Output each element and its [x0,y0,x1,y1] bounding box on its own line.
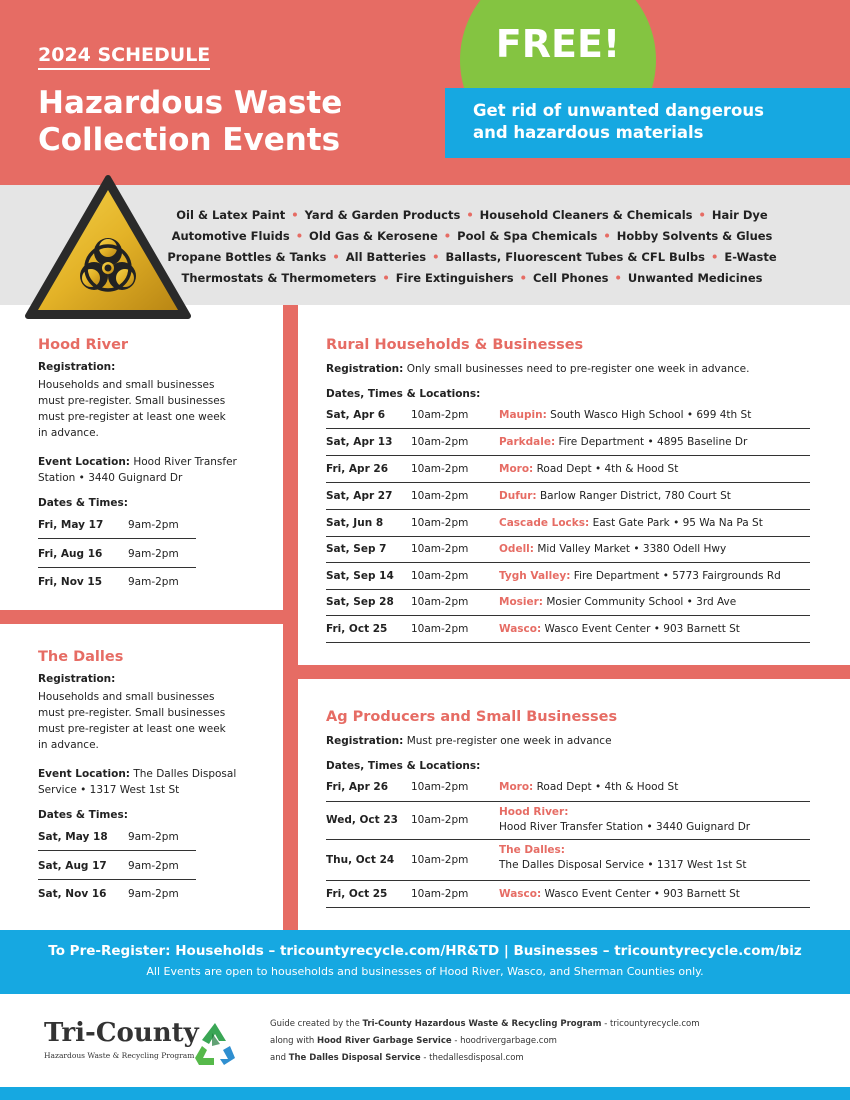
event-time: 9am-2pm [128,860,179,872]
material-item: Automotive Fluids [171,229,290,243]
event-location [499,570,810,582]
event-date: Fri, Oct 25 [326,622,388,635]
the-dalles-registration-text [38,689,278,753]
free-label: FREE! [495,22,621,66]
event-place: Mosier Community School • 3rd Ave [546,596,737,608]
credit-link[interactable]: - hoodrivergarbage.com [451,1036,557,1046]
event-place: Wasco Event Center • 903 Barnett St [544,622,740,635]
event-time: 10am-2pm [411,516,469,529]
bullet-separator: • [466,208,474,222]
text-line: in advance. [38,739,99,751]
location-text: Station • 3440 Guignard Dr [38,472,183,484]
bullet-separator: • [711,250,719,264]
location-text: Hood River Transfer [133,456,237,468]
event-place: Fire Department • 4895 Baseline Dr [558,435,748,448]
event-place: The Dalles Disposal Service • 1317 West 1st St [499,859,747,871]
location-label: Event Location: [38,456,131,468]
event-date: Wed, Oct 23 [326,814,398,826]
event-date: Sat, Apr 6 [326,408,386,421]
event-time: 10am-2pm [411,781,469,793]
event-town: Cascade Locks: [499,516,590,529]
event-date: Fri, Nov 15 [38,576,103,588]
event-town: Wasco: [499,887,542,900]
event-time: 10am-2pm [411,489,469,502]
bullet-separator: • [443,229,452,243]
event-town: Tygh Valley: [499,569,571,582]
event-location [499,517,810,529]
registration-label: Registration: [326,363,404,375]
event-date: Sat, Apr 27 [326,489,393,502]
tri-county-logo: Tri-County [44,1018,199,1048]
event-time: 10am-2pm [411,622,469,635]
title-line-1: Hazardous Waste [38,85,343,121]
hood-river-registration-label: Registration: [38,361,116,373]
event-location [499,623,810,635]
location-text: The Dalles Disposal [133,768,237,780]
materials-list [162,205,782,289]
bullet-separator: • [295,229,304,243]
the-dalles-date-row [38,823,196,851]
event-row [326,483,810,510]
bullet-separator: • [519,271,527,285]
event-time: 9am-2pm [128,519,179,531]
credit-line-3 [270,1053,524,1063]
registration-text: Only small businesses need to pre-register one week in advance. [406,363,750,375]
bullet-separator: • [614,271,622,285]
event-location [499,436,810,448]
material-item: Propane Bottles & Tanks [167,250,327,264]
material-item: Cell Phones [532,271,609,285]
event-date: Sat, May 18 [38,831,108,843]
event-location [499,596,810,608]
bullet-separator: • [291,208,299,222]
event-place: Wasco Event Center • 903 Barnett St [544,887,740,900]
location-text: Service • 1317 West 1st St [38,784,180,796]
event-town: Parkdale: [499,435,556,448]
event-row [326,881,810,908]
event-place: Barlow Ranger District, 780 Court St [539,489,731,502]
hood-river-date-row [38,511,196,539]
text-line: must pre-register at least one week [38,723,226,735]
materials-row [162,247,782,268]
event-time: 10am-2pm [411,543,469,555]
event-town: Moro: [499,781,534,793]
hood-river-date-row [38,568,196,596]
event-row [326,590,810,616]
text-line: must pre-register at least one week [38,411,226,423]
event-location [499,543,810,555]
credit-org: Tri-County Hazardous Waste & Recycling Program [362,1019,602,1029]
event-row [326,402,810,429]
event-place: South Wasco High School • 699 4th St [550,408,752,421]
event-row [326,429,810,456]
ag-dates-label: Dates, Times & Locations: [326,760,481,772]
vertical-divider [283,305,298,930]
event-place: Fire Department • 5773 Fairgrounds Rd [573,569,781,582]
event-time: 10am-2pm [411,408,469,421]
logo-subtitle: Hazardous Waste & Recycling Program [44,1051,195,1060]
event-time: 9am-2pm [128,548,179,560]
the-dalles-date-row [38,852,196,880]
the-dalles-dates-label: Dates & Times: [38,809,128,821]
event-location [499,490,810,502]
page-title [38,85,458,159]
bullet-separator: • [432,250,440,264]
ag-registration [326,733,826,749]
event-time: 10am-2pm [411,887,469,900]
recycle-icon [190,1020,240,1070]
hood-river-title: Hood River [38,337,129,353]
event-town: Maupin: [499,408,547,421]
hood-river-registration-text [38,377,278,441]
pre-register-banner [0,930,850,994]
material-item: Ballasts, Fluorescent Tubes & CFL Bulbs [445,250,706,264]
event-date: Fri, Oct 25 [326,887,388,900]
the-dalles-title: The Dalles [38,649,124,665]
tagline-line-2: and hazardous materials [473,123,704,142]
event-location [499,888,810,900]
material-item: Hair Dye [711,208,768,222]
event-town: Odell: [499,543,534,555]
material-item: Pool & Spa Chemicals [457,229,598,243]
material-item: Fire Extinguishers [395,271,514,285]
bottom-bar [0,1087,850,1100]
credit-text: along with [270,1036,317,1046]
event-date: Fri, Apr 26 [326,781,389,793]
event-place: Road Dept • 4th & Hood St [536,462,679,475]
event-town: Moro: [499,462,534,475]
material-item: Unwanted Medicines [627,271,763,285]
event-town: The Dalles: [499,844,565,856]
event-time: 9am-2pm [128,576,179,588]
bullet-separator: • [698,208,706,222]
bullet-separator: • [332,250,340,264]
credit-org: The Dalles Disposal Service [288,1053,421,1063]
event-row [326,563,810,590]
credit-link[interactable]: - tricountyrecycle.com [601,1019,700,1029]
event-time: 10am-2pm [411,435,469,448]
event-location [499,805,810,835]
ag-title: Ag Producers and Small Businesses [326,709,618,725]
event-town: Mosier: [499,596,544,608]
rural-title: Rural Households & Businesses [326,337,584,353]
materials-row [162,226,782,247]
location-label: Event Location: [38,768,131,780]
credit-line-1 [270,1019,700,1029]
event-date: Fri, Aug 16 [38,548,103,560]
event-row [326,456,810,483]
event-row [326,774,810,802]
credit-org: Hood River Garbage Service [317,1036,452,1046]
hood-river-location [38,454,278,486]
credit-text: Guide created by the [270,1019,363,1029]
event-place: Hood River Transfer Station • 3440 Guignard Dr [499,821,751,833]
event-date: Sat, Sep 7 [326,543,387,555]
materials-row [162,205,782,226]
event-row [326,616,810,643]
event-date: Sat, Aug 17 [38,860,107,872]
event-town: Dufur: [499,489,537,502]
event-time: 10am-2pm [411,569,469,582]
material-item: Oil & Latex Paint [176,208,286,222]
text-line: Households and small businesses [38,379,215,391]
text-line: must pre-register. Small businesses [38,707,226,719]
event-location [499,409,810,421]
event-row [326,840,810,881]
event-town: Wasco: [499,622,542,635]
event-location [499,781,810,793]
material-item: Household Cleaners & Chemicals [479,208,693,222]
the-dalles-registration-label: Registration: [38,673,116,685]
event-time: 10am-2pm [411,814,469,826]
event-time: 10am-2pm [411,853,469,866]
material-item: Thermostats & Thermometers [181,271,377,285]
text-line: in advance. [38,427,99,439]
schedule-year: 2024 SCHEDULE [38,44,210,70]
eligibility-note: All Events are open to households and businesses of Hood River, Wasco, and Sherman Counties only. [146,965,704,978]
event-location [499,843,810,873]
event-time: 10am-2pm [411,596,469,608]
pre-register-links[interactable]: To Pre-Register: Households – tricountyrecycle.com/HR&TD | Businesses – tricountyrecycle.com/biz [48,943,802,959]
event-town: Hood River: [499,806,569,818]
event-date: Thu, Oct 24 [326,853,395,866]
bullet-separator: • [603,229,611,243]
material-item: E-Waste [724,250,777,264]
event-date: Sat, Sep 28 [326,596,394,608]
event-time: 10am-2pm [411,462,469,475]
bullet-separator: • [382,271,390,285]
event-place: Road Dept • 4th & Hood St [536,781,679,793]
material-item: Yard & Garden Products [304,208,461,222]
credit-link[interactable]: - thedallesdisposal.com [420,1053,524,1063]
rural-dates-label: Dates, Times & Locations: [326,388,481,400]
left-divider [0,610,283,624]
text-line: must pre-register. Small businesses [38,395,226,407]
event-date: Sat, Jun 8 [326,516,384,529]
event-row [326,510,810,537]
event-row [326,537,810,563]
the-dalles-location [38,766,278,798]
title-line-2: Collection Events [38,122,341,158]
material-item: All Batteries [345,250,427,264]
hood-river-date-row [38,540,196,568]
tagline [473,100,833,144]
registration-text: Must pre-register one week in advance [406,735,612,747]
event-place: East Gate Park • 95 Wa Na Pa St [592,516,763,529]
materials-row [162,268,782,289]
right-divider [298,665,850,679]
hood-river-dates-label: Dates & Times: [38,497,128,509]
event-date: Fri, May 17 [38,519,104,531]
material-item: Hobby Solvents & Glues [616,229,773,243]
event-date: Sat, Apr 13 [326,435,393,448]
registration-label: Registration: [326,735,404,747]
tagline-line-1: Get rid of unwanted dangerous [473,101,764,120]
credit-text: and [270,1053,289,1063]
event-location [499,463,810,475]
text-line: Households and small businesses [38,691,215,703]
event-time: 9am-2pm [128,888,179,900]
credit-line-2 [270,1036,557,1046]
event-date: Sat, Nov 16 [38,888,107,900]
event-time: 9am-2pm [128,831,179,843]
rural-registration [326,361,826,377]
the-dalles-date-row [38,880,196,908]
event-date: Fri, Apr 26 [326,462,389,475]
material-item: Old Gas & Kerosene [309,229,438,243]
event-place: Mid Valley Market • 3380 Odell Hwy [537,543,727,555]
event-row [326,802,810,840]
event-date: Sat, Sep 14 [326,569,394,582]
